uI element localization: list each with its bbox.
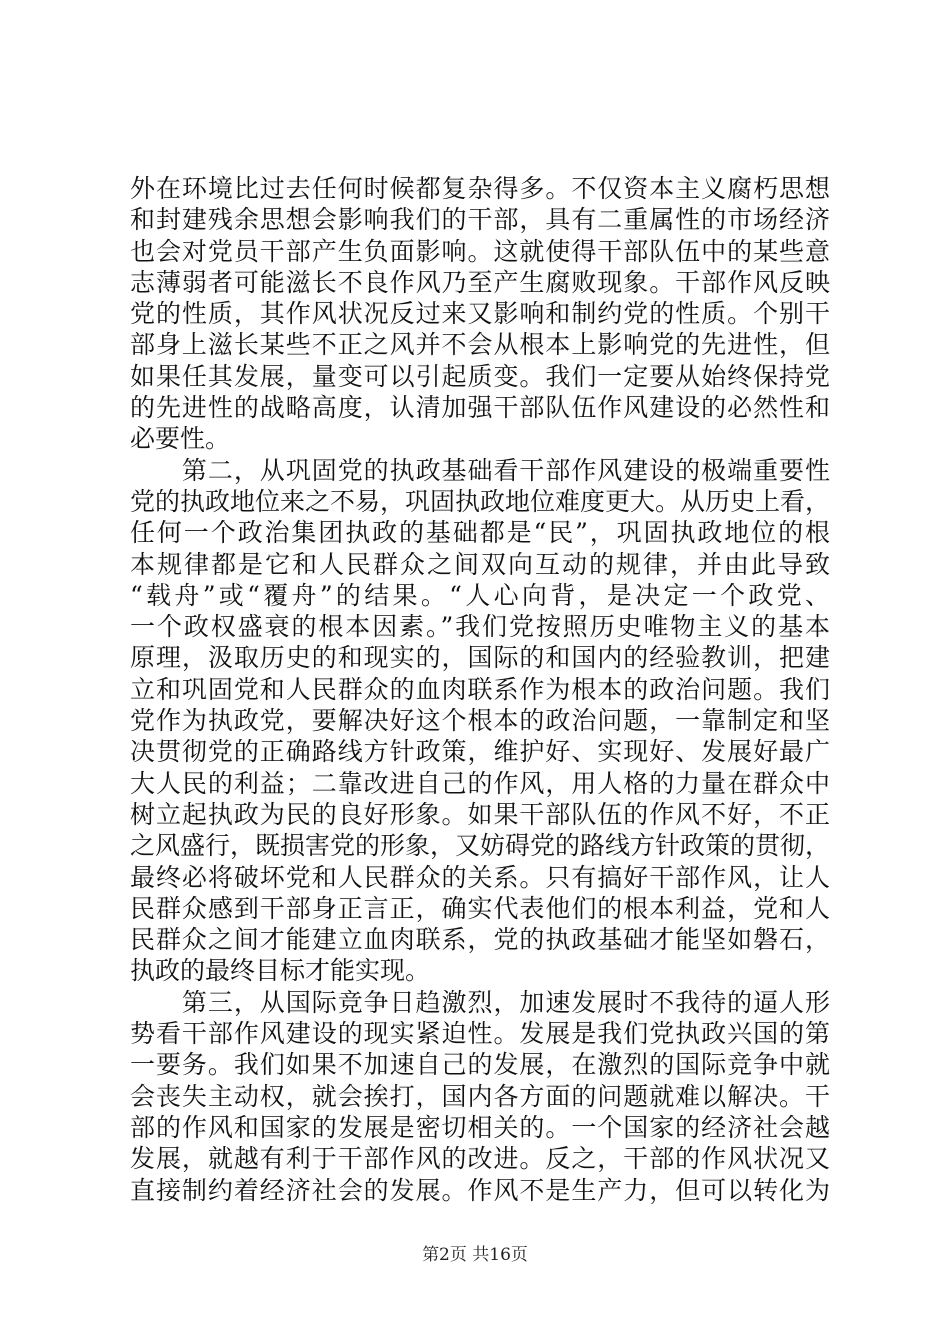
text-line: 也会对党员干部产生负面影响。这就使得干部队伍中的某些意 xyxy=(130,236,830,266)
text-line: 会丧失主动权，就会挨打，国内各方面的问题就难以解决。干 xyxy=(130,1081,830,1111)
text-line: 外在环境比过去任何时候都复杂得多。不仅资本主义腐朽思想 xyxy=(130,174,830,203)
section-heading-line: 第二，从巩固党的执政基础看干部作风建设的极端重要性 xyxy=(130,455,830,485)
page-number-footer: 第2页 共16页 xyxy=(422,1245,528,1265)
text-line: 必要性。 xyxy=(130,424,231,454)
text-line: 执政的最终目标才能实现。 xyxy=(130,956,431,986)
text-line: 志薄弱者可能滋长不良作风乃至产生腐败现象。干部作风反映 xyxy=(130,267,830,297)
text-line: 一个政权盛衰的根本因素。”我们党按照历史唯物主义的基本 xyxy=(130,612,830,642)
text-line: 一要务。我们如果不加速自己的发展，在激烈的国际竞争中就 xyxy=(130,1050,830,1080)
text-line: 任何一个政治集团执政的基础都是“民”，巩固执政地位的根 xyxy=(130,518,830,548)
text-line: 之风盛行，既损害党的形象，又妨碍党的路线方针政策的贯彻， xyxy=(130,831,831,861)
text-line: 党的执政地位来之不易，巩固执政地位难度更大。从历史上看， xyxy=(130,486,831,516)
text-line: 树立起执政为民的良好形象。如果干部队伍的作风不好，不正 xyxy=(130,799,830,829)
text-line: 势看干部作风建设的现实紧迫性。发展是我们党执政兴国的第 xyxy=(130,1019,830,1049)
text-line: 本规律都是它和人民群众之间双向互动的规律，并由此导致 xyxy=(130,549,830,579)
text-line: 党作为执政党，要解决好这个根本的政治问题，一靠制定和坚 xyxy=(130,706,830,736)
section-heading-line: 第三，从国际竞争日趋激烈，加速发展时不我待的逼人形 xyxy=(130,987,830,1017)
text-line: 决贯彻党的正确路线方针政策，维护好、实现好、发展好最广 xyxy=(130,737,830,767)
text-line: 最终必将破坏党和人民群众的关系。只有搞好干部作风，让人 xyxy=(130,862,830,892)
text-line: “载舟”或“覆舟”的结果。“人心向背，是决定一个政党、 xyxy=(130,580,830,610)
text-line: 民群众感到干部身正言正，确实代表他们的根本利益，党和人 xyxy=(130,893,830,923)
text-line: 民群众之间才能建立血肉联系，党的执政基础才能坚如磐石， xyxy=(130,925,830,955)
text-line: 大人民的利益；二靠改进自己的作风，用人格的力量在群众中 xyxy=(130,768,830,798)
text-line: 直接制约着经济社会的发展。作风不是生产力，但可以转化为 xyxy=(130,1175,830,1205)
text-line: 如果任其发展，量变可以引起质变。我们一定要从始终保持党 xyxy=(130,361,830,391)
text-line: 的先进性的战略高度，认清加强干部队伍作风建设的必然性和 xyxy=(130,393,830,423)
document-body xyxy=(130,173,830,1206)
text-line: 立和巩固党和人民群众的血肉联系作为根本的政治问题。我们 xyxy=(130,674,830,704)
text-line: 部的作风和国家的发展是密切相关的。一个国家的经济社会越 xyxy=(130,1112,830,1142)
text-line: 和封建残余思想会影响我们的干部，具有二重属性的市场经济 xyxy=(130,205,830,235)
text-line: 部身上滋长某些不正之风并不会从根本上影响党的先进性，但 xyxy=(130,330,830,360)
text-line: 原理，汲取历史的和现实的，国际的和国内的经验教训，把建 xyxy=(130,643,830,673)
text-line: 发展，就越有利于干部作风的改进。反之，干部的作风状况又 xyxy=(130,1144,830,1174)
text-line: 党的性质，其作风状况反过来又影响和制约党的性质。个别干 xyxy=(130,299,830,329)
